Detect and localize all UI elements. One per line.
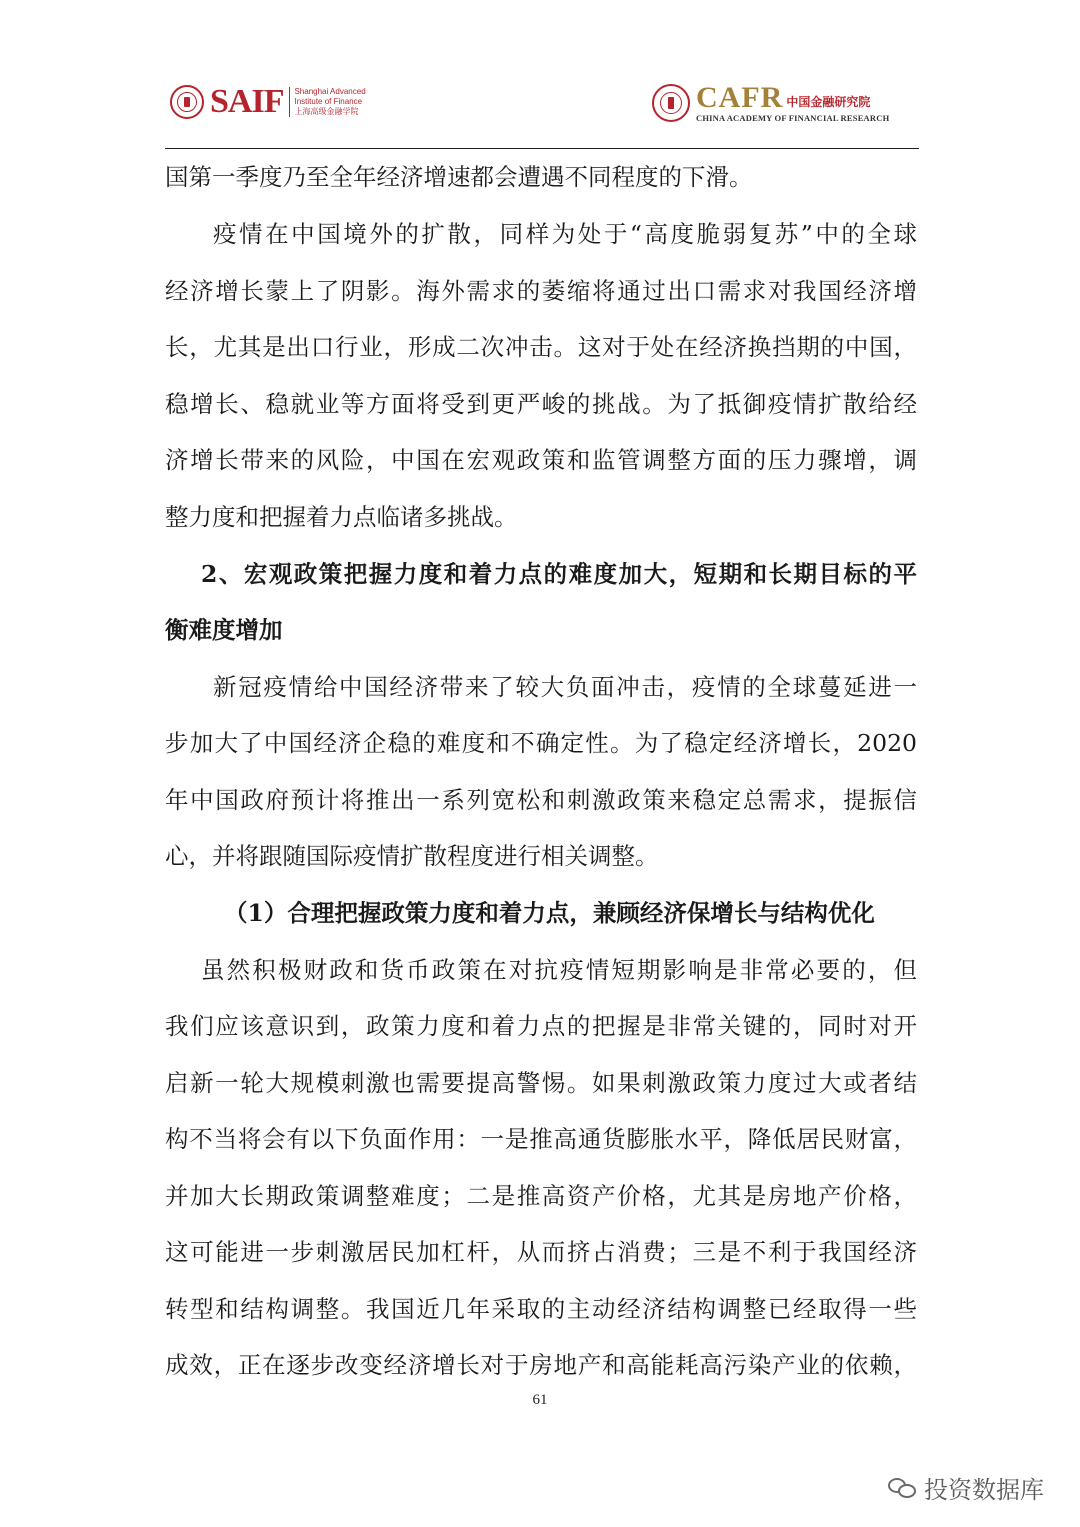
text-line: 经济增长蒙上了阴影。海外需求的萎缩将通过出口需求对我国经济增 (165, 277, 917, 305)
section-heading: 2、宏观政策把握力度和着力点的难度加大，短期和长期目标的平 (201, 560, 917, 588)
cafr-text (696, 83, 889, 123)
text-line: 步加大了中国经济企稳的难度和不确定性。为了稳定经济增长，2020 (165, 729, 917, 757)
text-line: 这可能进一步刺激居民加杠杆，从而挤占消费；三是不利于我国经济 (165, 1238, 917, 1266)
cafr-wordmark: CAFR (696, 81, 784, 114)
saif-subtitle-line: Shanghai Advanced (294, 87, 366, 96)
text-line: 心，并将跟随国际疫情扩散程度进行相关调整。 (165, 842, 659, 870)
saif-subtitle-line: 上海高级金融学院 (294, 107, 359, 116)
text-line: 济增长带来的风险，中国在宏观政策和监管调整方面的压力骤增，调 (165, 446, 917, 474)
wechat-icon (888, 1476, 918, 1500)
text-line: 稳增长、稳就业等方面将受到更严峻的挑战。为了抵御疫情扩散给经 (165, 390, 917, 418)
subsection-heading: （1）合理把握政策力度和着力点，兼顾经济保增长与结构优化 (224, 899, 875, 927)
cafr-english-name: CHINA ACADEMY OF FINANCIAL RESEARCH (696, 113, 890, 123)
text-line: 整力度和把握着力点临诸多挑战。 (165, 503, 518, 531)
text-line: 并加大长期政策调整难度；二是推高资产价格，尤其是房地产价格， (165, 1182, 917, 1210)
text-line: 年中国政府预计将推出一系列宽松和刺激政策来稳定总需求，提振信 (165, 786, 917, 814)
section-heading: 衡难度增加 (165, 616, 283, 644)
saif-wordmark: SAIF (210, 83, 284, 120)
cafr-seal-icon (652, 84, 690, 122)
text-line: 虽然积极财政和货币政策在对抗疫情短期影响是非常必要的，但 (201, 956, 917, 984)
text-line: 成效，正在逐步改变经济增长对于房地产和高能耗高污染产业的依赖， (165, 1351, 917, 1379)
cafr-chinese-name: 中国金融研究院 (786, 95, 871, 109)
watermark-text: 投资数据库 (924, 1476, 1044, 1504)
page-header (0, 0, 1080, 150)
text-line: 新冠疫情给中国经济带来了较大负面冲击，疫情的全球蔓延进一 (213, 673, 917, 701)
text-line: 转型和结构调整。我国近几年采取的主动经济结构调整已经取得一些 (165, 1295, 917, 1323)
saif-subtitle (289, 87, 365, 117)
text-line: 国第一季度乃至全年经济增速都会遭遇不同程度的下滑。 (165, 163, 753, 191)
saif-logo (170, 80, 366, 124)
wechat-watermark (888, 1470, 1044, 1505)
text-line: 启新一轮大规模刺激也需要提高警惕。如果刺激政策力度过大或者结 (165, 1069, 917, 1097)
text-line: 构不当将会有以下负面作用：一是推高通货膨胀水平，降低居民财富， (165, 1125, 917, 1153)
cafr-logo (652, 80, 889, 126)
cafr-top-row (696, 83, 889, 113)
page-number: 61 (532, 1392, 548, 1408)
text-line: 疫情在中国境外的扩散，同样为处于“高度脆弱复苏”中的全球 (213, 220, 917, 248)
text-line: 长，尤其是出口行业，形成二次冲击。这对于处在经济换挡期的中国， (165, 333, 917, 361)
header-rule (165, 148, 919, 149)
text-line: 我们应该意识到，政策力度和着力点的把握是非常关键的，同时对开 (165, 1012, 917, 1040)
saif-seal-icon (170, 85, 204, 119)
saif-subtitle-line: Institute of Finance (294, 97, 363, 106)
